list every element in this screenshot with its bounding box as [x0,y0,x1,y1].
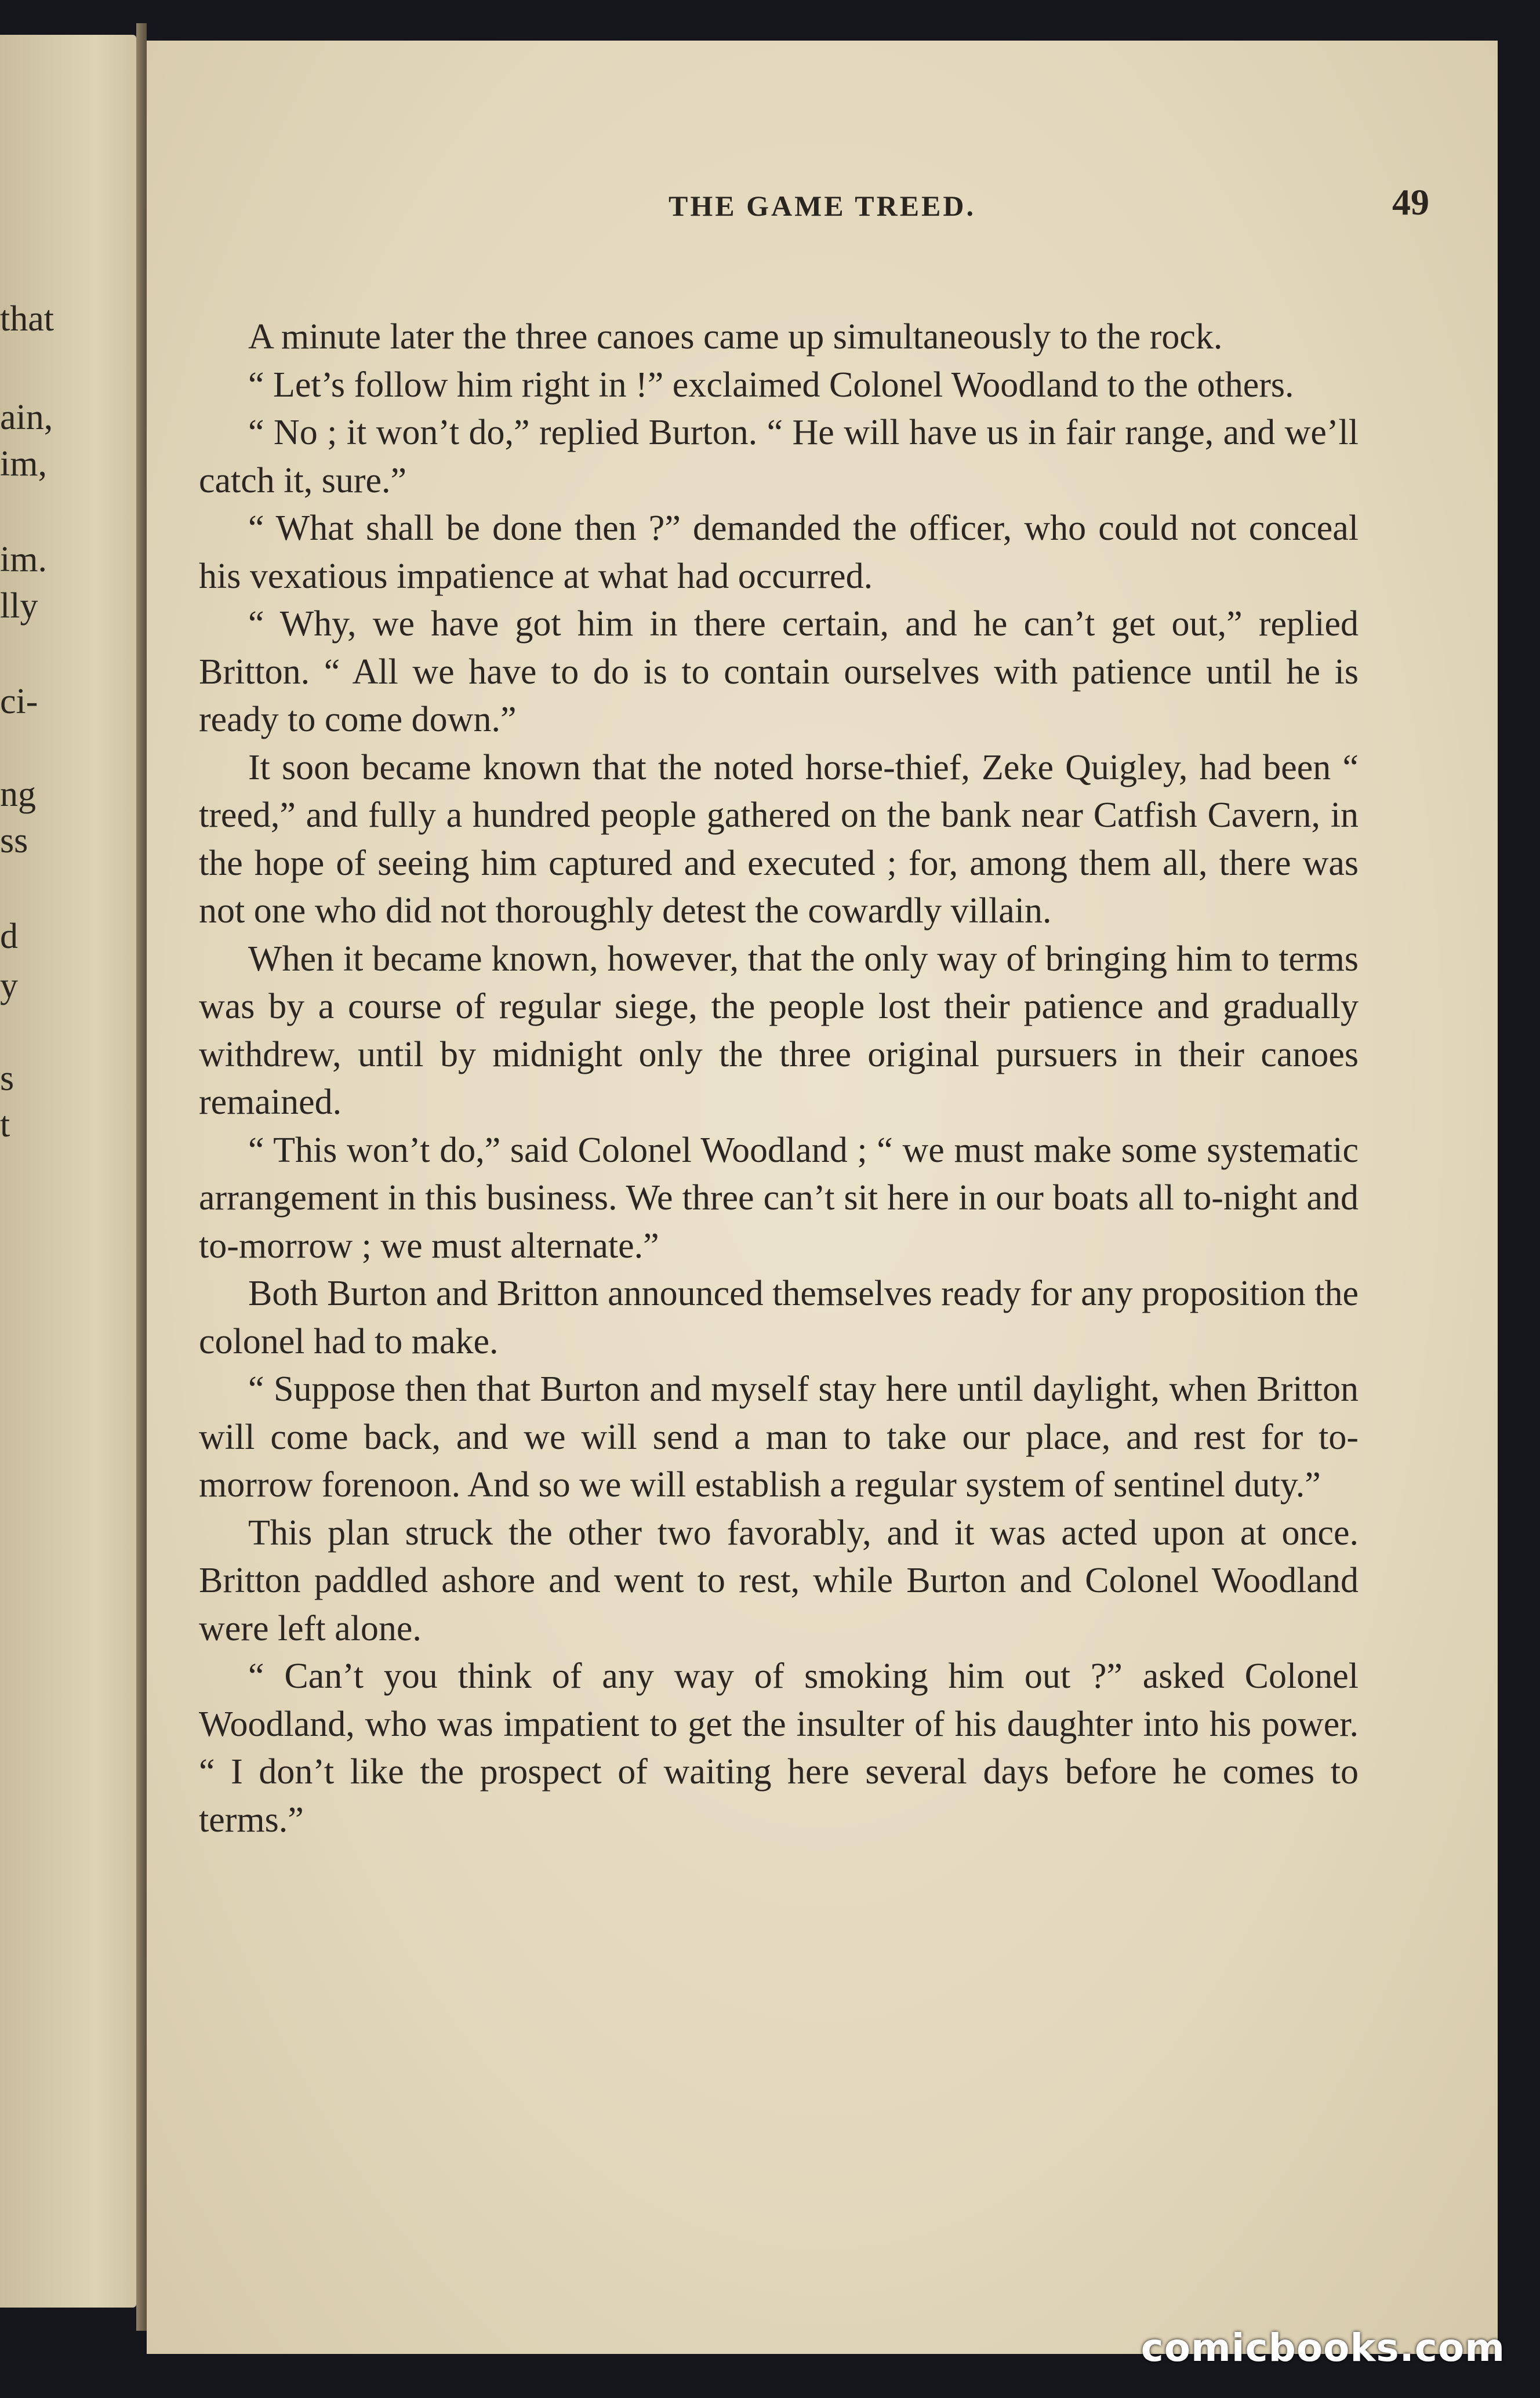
watermark-logo: comicbooks.com [1141,2326,1505,2370]
left-page-edge [0,35,136,2308]
paragraph: “ This won’t do,” said Colonel Woodland ; “ we must make some systematic arrangement in this business. We three can’t sit here in our boats all to-night and to-morrow ; we must alternate.” [199,1130,1359,1266]
paragraph: When it became known, however, that the only way of bringing him to terms was by a course of regular siege, the people lost their patience and gradually withdrew, until by midnight only the three original pursuers in their canoes remained. [199,939,1359,1122]
left-page-fragment: im, [0,444,47,484]
left-page-fragment: ss [0,821,28,860]
left-page-fragment: ain, [0,398,53,437]
left-page-fragment: y [0,966,18,1005]
book-page [147,41,1498,2354]
left-page-fragment: t [0,1105,10,1144]
page-header [147,181,1498,241]
paragraph: “ No ; it won’t do,” replied Burton. “ He will have us in fair range, and we’ll catch it, sure.” [199,413,1359,500]
paragraph: “ Why, we have got him in there certain, and he can’t get out,” replied Britton. “ All we have to do is to contain ourselves with patience until he is ready to come down.” [199,604,1359,739]
page-body [199,313,1359,1844]
left-page-fragment: d [0,917,18,956]
paragraph: It soon became known that the noted horse-thief, Zeke Quigley, had been “ treed,” and fully a hundred people gathered on the bank near Catfish Cavern, in the hope of seeing him captured and executed ; for, among them all, there was not one who did not thoroughly detest the cowardly villain. [199,747,1359,931]
left-page-fragment: that [0,299,54,339]
left-page-fragment: im. [0,540,47,579]
page-number: 49 [1392,181,1429,223]
paragraph: “ Let’s follow him right in !” exclaimed Colonel Woodland to the others. [248,365,1294,405]
book-gutter [136,23,147,2331]
left-page-fragment: ng [0,775,36,814]
paragraph: “ Can’t you think of any way of smoking him out ?” asked Colonel Woodland, who was impatient to get the insulter of his daughter into his power. “ I don’t like the prospect of waiting here several days before he comes to terms.” [199,1656,1359,1840]
left-page-fragment: lly [0,586,38,626]
paragraph: “ Suppose then that Burton and myself stay here until daylight, when Britton will come back, and we will send a man to take our place, and rest for to-morrow forenoon. And so we will establish a regular system of sentinel duty.” [199,1369,1359,1505]
paragraph: This plan struck the other two favorably, and it was acted upon at once. Britton paddled ashore and went to rest, while Burton and Colonel Woodland were left alone. [199,1513,1359,1648]
left-page-fragment: s [0,1059,14,1098]
paragraph: Both Burton and Britton announced themselves ready for any proposition the colonel had to make. [199,1274,1359,1361]
paragraph: A minute later the three canoes came up simultaneously to the rock. [248,317,1223,357]
left-page-fragment: ci- [0,682,38,721]
running-title: THE GAME TREED. [669,190,976,222]
paragraph: “ What shall be done then ?” demanded the officer, who could not conceal his vexatious impatience at what had occurred. [199,508,1359,596]
